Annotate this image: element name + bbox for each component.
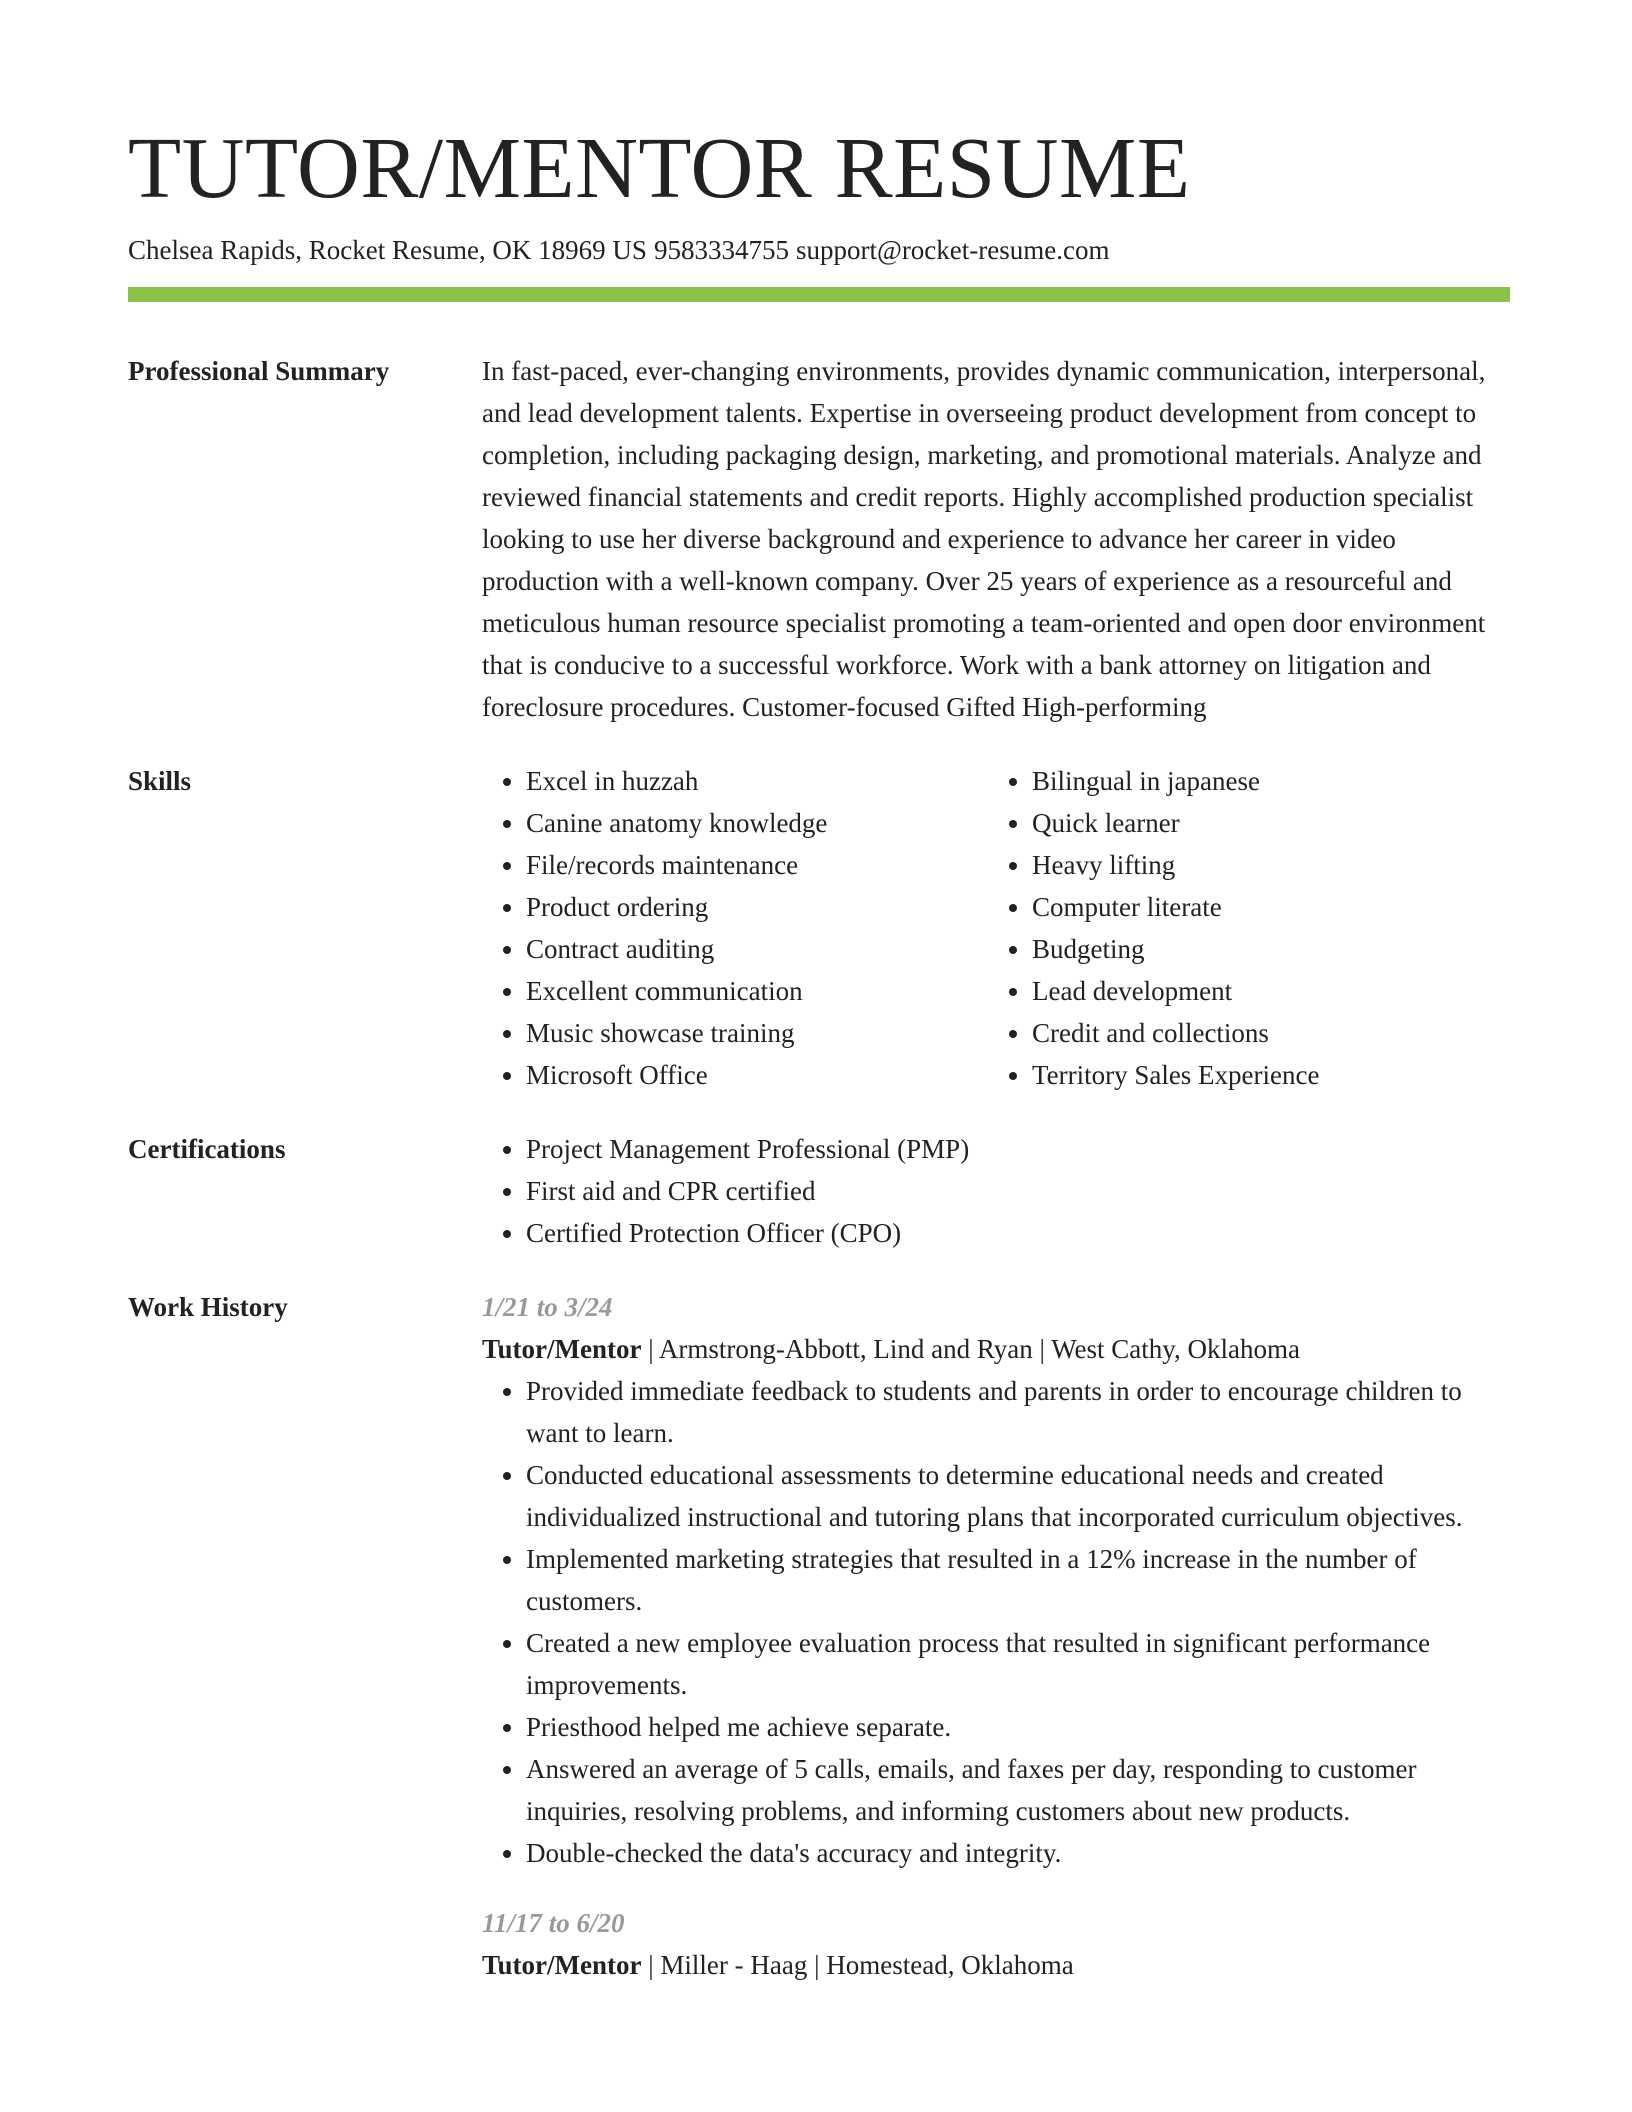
skill-item: • Heavy lifting [1032,844,1494,886]
job-bullet: • Double-checked the data's accuracy and integrity. [526,1832,1510,1874]
job-bullet: • Priesthood helped me achieve separate. [526,1706,1510,1748]
summary-label: Professional Summary [128,356,390,386]
skill-item: • Contract auditing [526,928,988,970]
skill-item: • Canine anatomy knowledge [526,802,988,844]
job-bullet: • Answered an average of 5 calls, emails, and faxes per day, responding to customer inquiries, resolving problems, and informing customers about new products. [526,1748,1510,1832]
skill-item: • File/records maintenance [526,844,988,886]
skill-item: • Territory Sales Experience [1032,1054,1494,1096]
contact-phone: 9583334755 [653,235,789,265]
job-entry [482,1286,1510,1874]
job-bullet: • Provided immediate feedback to students and parents in order to encourage children to want to learn. [526,1370,1510,1454]
skill-item: • Computer literate [1032,886,1494,928]
job-heading: Tutor/Mentor | Miller - Haag | Homestead, Oklahoma [482,1950,1074,1980]
contact-address: Chelsea Rapids, Rocket Resume, OK 18969 US [128,235,647,265]
job-bullet: • Created a new employee evaluation process that resulted in significant performance improvements. [526,1622,1510,1706]
work-history-label: Work History [128,1292,288,1322]
skill-item: • Excel in huzzah [526,760,988,802]
resume-sections [128,350,1510,2046]
skills-list-right [988,760,1494,1096]
job-title: Tutor/Mentor [482,1950,642,1980]
skill-item: • Lead development [1032,970,1494,1012]
job-bullet: • Conducted educational assessments to determine educational needs and created individualized instructional and tutoring plans that incorporated curriculum objectives. [526,1454,1510,1538]
header-divider [128,287,1510,302]
job-company: Armstrong-Abbott, Lind and Ryan [658,1334,1033,1364]
skills-section [128,760,1510,1096]
skill-item: • Product ordering [526,886,988,928]
work-history-section [128,1286,1510,2014]
contact-line [128,232,1109,268]
resume-title: TUTOR/MENTOR RESUME [128,119,1191,216]
skill-item: • Microsoft Office [526,1054,988,1096]
job-bullets [482,1370,1510,1874]
job-dates: 11/17 to 6/20 [482,1908,625,1938]
job-entry [482,1902,1510,1986]
job-bullet: • Implemented marketing strategies that resulted in a 12% increase in the number of customers. [526,1538,1510,1622]
skill-item: • Credit and collections [1032,1012,1494,1054]
skills-list-left [482,760,988,1096]
skill-item: • Bilingual in japanese [1032,760,1494,802]
certifications-label: Certifications [128,1134,286,1164]
certification-item: • First aid and CPR certified [526,1170,1510,1212]
contact-email: support@rocket-resume.com [795,235,1110,265]
certifications-list [482,1128,1510,1254]
certification-item: • Certified Protection Officer (CPO) [526,1212,1510,1254]
skill-item: • Excellent communication [526,970,988,1012]
skills-label: Skills [128,766,192,796]
job-title: Tutor/Mentor [482,1334,642,1364]
certifications-section [128,1128,1510,1254]
job-heading: Tutor/Mentor | Armstrong-Abbott, Lind and Ryan | West Cathy, Oklahoma [482,1334,1300,1364]
summary-text: In fast-paced, ever-changing environments, provides dynamic communication, interpersonal, and lead development talents. Expertise in overseeing product development from concept to completion, including packaging design, marketing, and promotional materials. Analyze and reviewed financial statements and credit reports. Highly accomplished production specialist looking to use her diverse background and experience to advance her career in video production with a well-known company. Over 25 years of experience as a resourceful and meticulous human resource specialist promoting a team-oriented and open door environment that is conducive to a successful workforce. Work with a bank attorney on litigation and foreclosure procedures. Customer-focused Gifted High-performing [482,356,1486,722]
job-location: Homestead, Oklahoma [826,1950,1074,1980]
summary-section [128,350,1510,728]
job-dates: 1/21 to 3/24 [482,1292,613,1322]
certification-item: • Project Management Professional (PMP) [526,1128,1510,1170]
skill-item: • Budgeting [1032,928,1494,970]
job-company: Miller - Haag [660,1950,808,1980]
skill-item: • Quick learner [1032,802,1494,844]
job-location: West Cathy, Oklahoma [1051,1334,1300,1364]
skill-item: • Music showcase training [526,1012,988,1054]
